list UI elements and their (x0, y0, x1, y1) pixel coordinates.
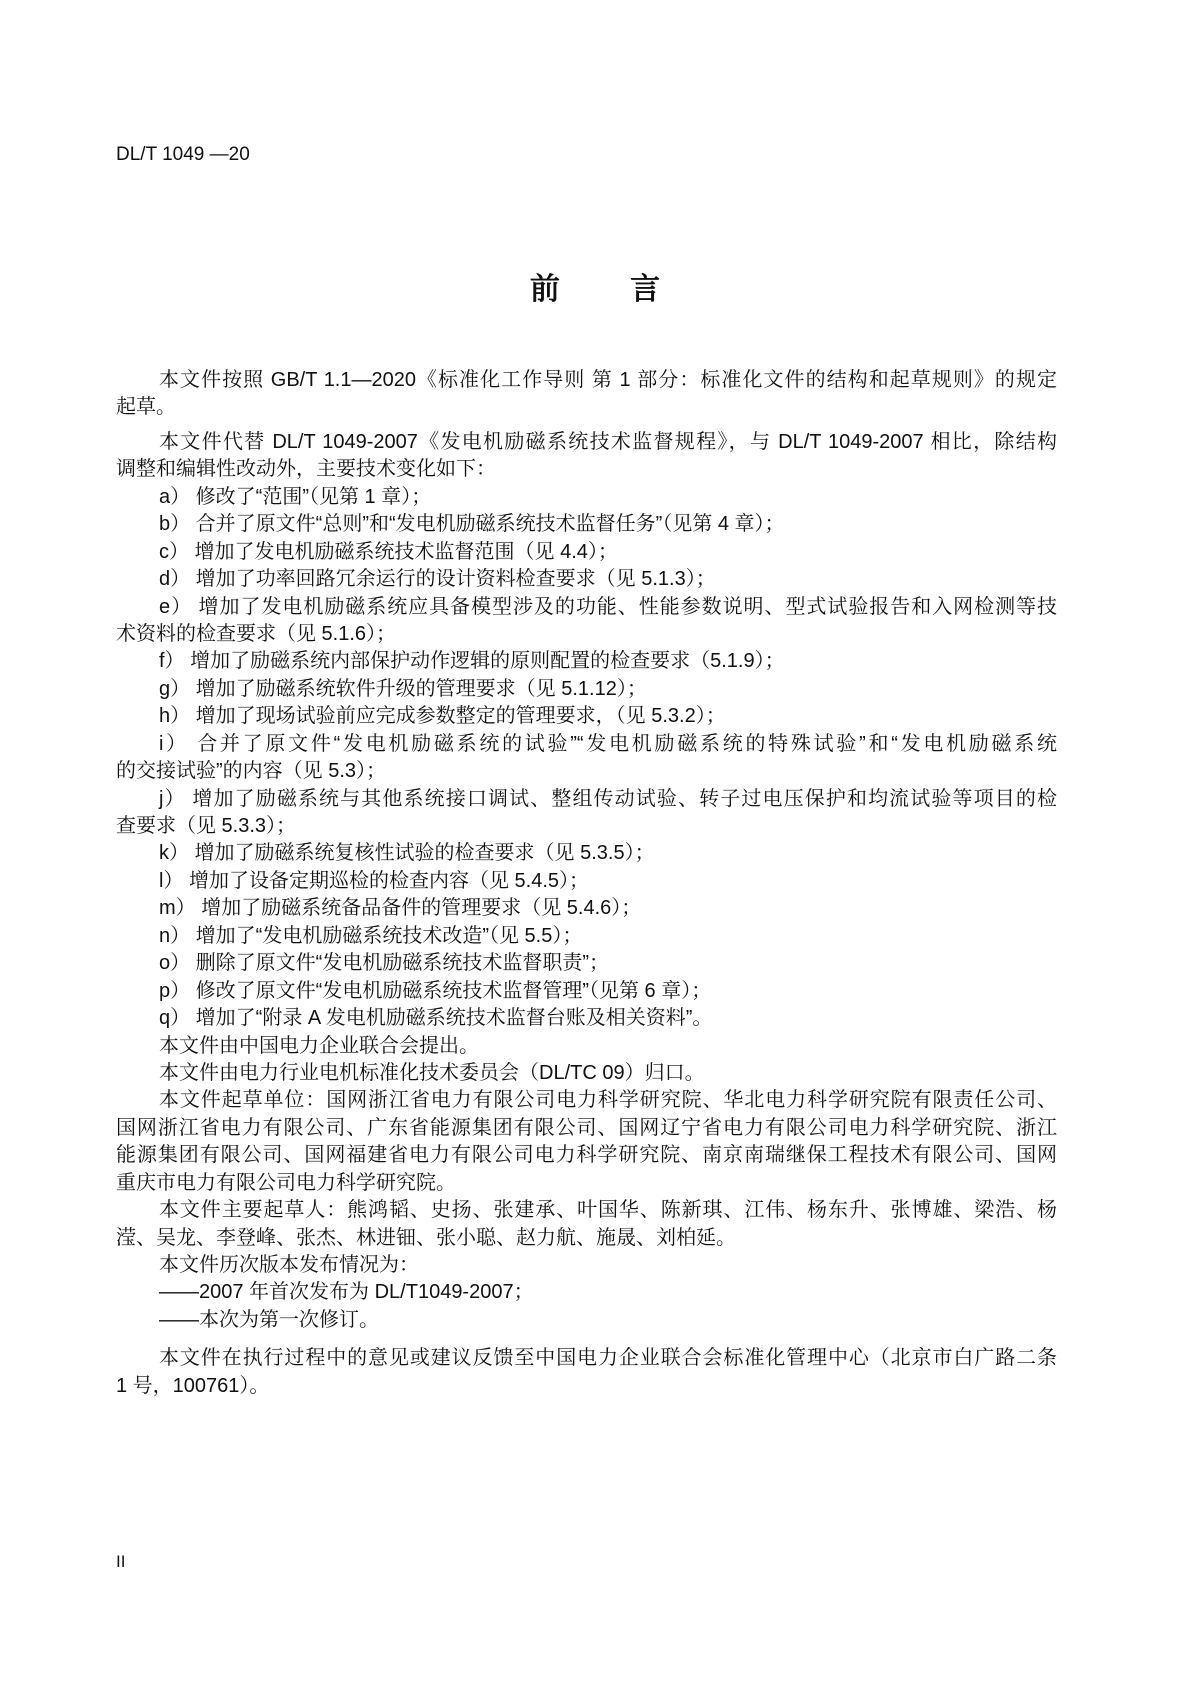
list-item: l） 增加了设备定期巡检的检查内容（见 5.4.5）； (159, 869, 590, 892)
list-item: e） 增加了发电机励磁系统应具备模型涉及的功能、性能参数说明、型式试验报告和入网检测等技 (159, 595, 1057, 618)
foreword-body (116, 367, 1057, 1400)
version-history-item: ——本次为第一次修订。 (159, 1308, 379, 1331)
list-item: k） 增加了励磁系统复核性试验的检查要求（见 5.3.5）； (159, 842, 655, 865)
list-item: a） 修改了“范围”（见第 1 章）； (159, 485, 432, 508)
version-history-item: ——2007 年首次发布为 DL/T1049-2007； (159, 1281, 534, 1304)
body-line: 能源集团有限公司、国网福建省电力有限公司电力科学研究院、南京南瑞继保工程技术有限公司、国网 (116, 1144, 1057, 1167)
list-item: f） 增加了励磁系统内部保护动作逻辑的原则配置的检查要求（5.1.9）； (159, 650, 785, 673)
body-line: 国网浙江省电力有限公司、广东省能源集团有限公司、国网辽宁省电力有限公司电力科学研究院、浙江 (116, 1116, 1057, 1139)
list-item: m） 增加了励磁系统备品备件的管理要求（见 5.4.6）； (159, 897, 642, 920)
body-line: 本文件主要起草人：熊鸿韬、史扬、张建承、叶国华、陈新琪、江伟、杨东升、张博雄、梁浩、杨 (159, 1199, 1057, 1222)
body-line: 本文件在执行过程中的意见或建议反馈至中国电力企业联合会标准化管理中心（北京市白广路二条 (159, 1347, 1057, 1370)
list-item: h） 增加了现场试验前应完成参数整定的管理要求，（见 5.3.2）； (159, 705, 726, 728)
body-line: 本文件按照 GB/T 1.1—2020《标准化工作导则 第 1 部分：标准化文件的结构和起草规则》的规定 (159, 369, 1057, 391)
body-line: 滢、吴龙、李登峰、张杰、林进钿、张小聪、赵力航、施晟、刘柏延。 (116, 1226, 736, 1249)
body-line: 起草。 (116, 396, 176, 419)
list-item: b） 合并了原文件“总则”和“发电机励磁系统技术监督任务”（见第 4 章）； (159, 513, 785, 536)
body-line: 本文件由中国电力企业联合会提出。 (159, 1034, 479, 1057)
list-item: c） 增加了发电机励磁系统技术监督范围（见 4.4）； (159, 540, 618, 563)
page-title: 前 言 (529, 273, 661, 306)
body-line: 调整和编辑性改动外，主要技术变化如下： (116, 458, 496, 481)
list-item: n） 增加了“发电机励磁系统技术改造”（见 5.5）； (159, 924, 583, 947)
body-line: 重庆市电力有限公司电力科学研究院。 (116, 1171, 456, 1194)
list-item-continuation: 术资料的检查要求（见 5.1.6）； (116, 622, 397, 645)
list-item: i） 合并了原文件“发电机励磁系统的试验”“发电机励磁系统的特殊试验”和“发电机励磁系统 (159, 732, 1057, 755)
list-item: o） 删除了原文件“发电机励磁系统技术监督职责”； (159, 952, 609, 975)
body-line: 本文件由电力行业电机标准化技术委员会（DL/TC 09）归口。 (159, 1061, 705, 1084)
list-item: g） 增加了励磁系统软件升级的管理要求（见 5.1.12）； (159, 677, 647, 700)
list-item-continuation: 查要求（见 5.3.3）； (116, 815, 297, 837)
body-line: 本文件起草单位：国网浙江省电力有限公司电力科学研究院、华北电力科学研究院有限责任公司、 (159, 1089, 1057, 1112)
list-item: d） 增加了功率回路冗余运行的设计资料检查要求（见 5.1.3）； (159, 568, 716, 591)
document-code: DL/T 1049 —20 (116, 144, 250, 165)
list-item-continuation: 的交接试验”的内容（见 5.3）； (116, 760, 387, 783)
page-number: II (116, 1552, 126, 1571)
body-line: 本文件历次版本发布情况为： (159, 1254, 419, 1276)
list-item: q） 增加了“附录 A 发电机励磁系统技术监督台账及相关资料”。 (159, 1007, 713, 1030)
body-line: 1 号，100761）。 (116, 1374, 270, 1397)
list-item: j） 增加了励磁系统与其他系统接口调试、整组传动试验、转子过电压保护和均流试验等项目的检 (159, 787, 1057, 810)
body-line: 本文件代替 DL/T 1049-2007《发电机励磁系统技术监督规程》，与 DL/T 1049-2007 相比，除结构 (159, 430, 1057, 453)
list-item: p） 修改了原文件“发电机励磁系统技术监督管理”（见第 6 章）； (159, 979, 712, 1002)
